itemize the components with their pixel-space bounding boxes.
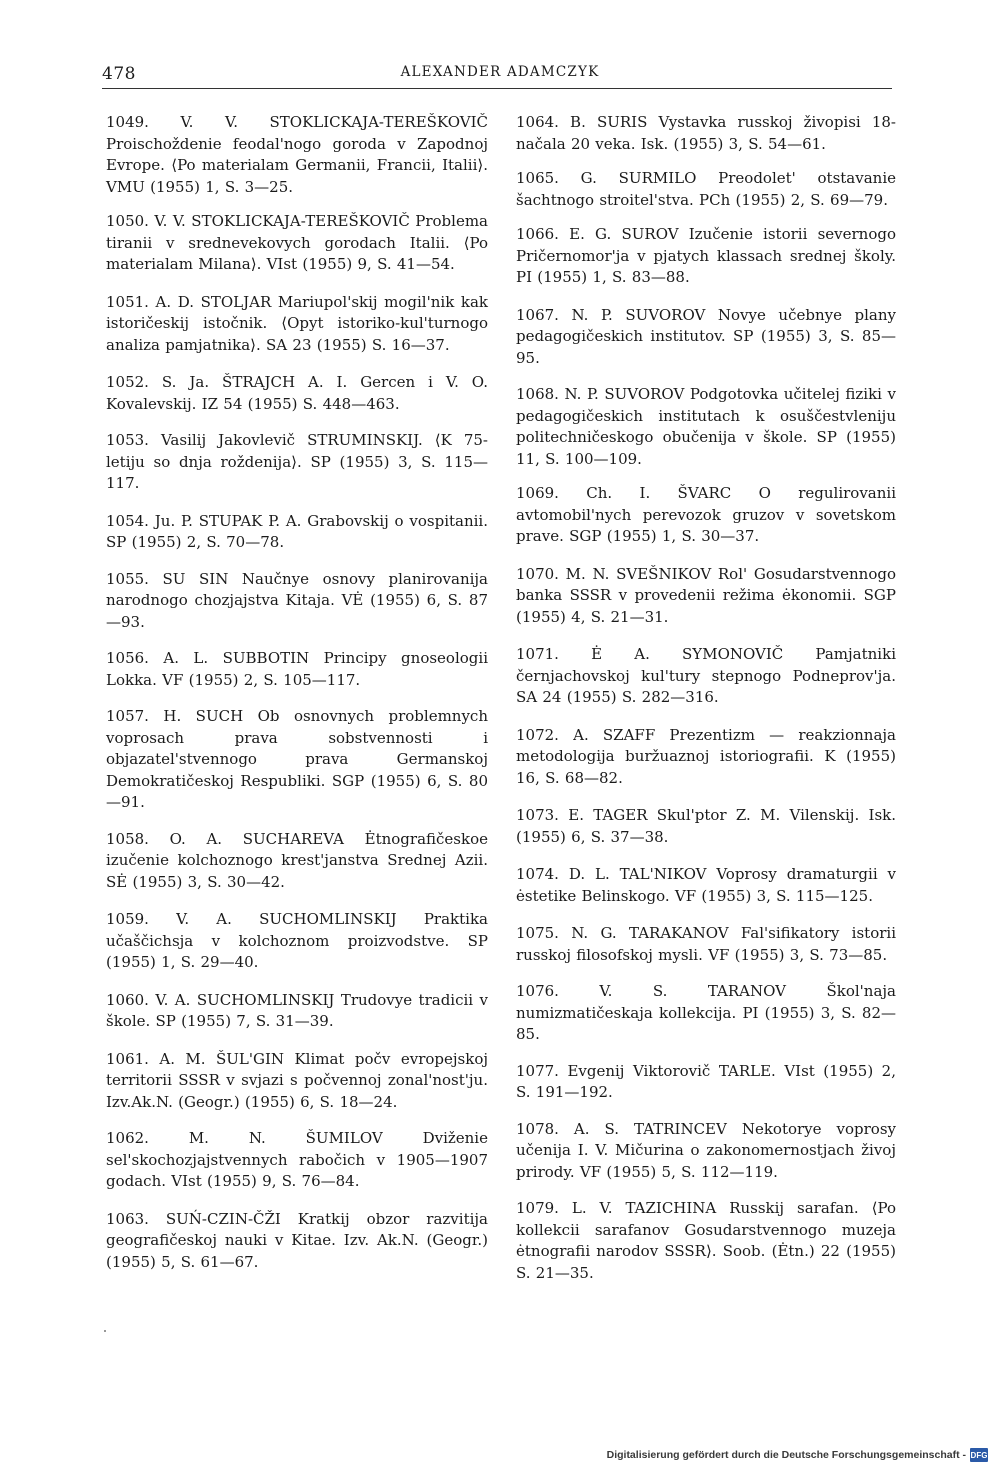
- bibliography-entry-1070: 1070. M. N. SVEŠNIKOV Rol' Gosudarstvennogo banka SSSR v provedenii režima ėkonomii. SGP (1955) 4, S. 21—31.: [516, 564, 896, 626]
- bibliography-entry-1064: 1064. B. SURIS Vystavka russkoj živopisi 18-načala 20 veka. Isk. (1955) 3, S. 54—61.: [516, 113, 896, 153]
- header-rule: [102, 88, 892, 89]
- bibliography-entry-1066: 1066. E. G. SUROV Izučenie istorii severnogo Pričernomor'ja v pjatych klassach srednej školy. PI (1955) 1, S. 83—88.: [516, 225, 896, 286]
- bibliography-entry-1058: 1058. O. A. SUCHAREVA Ėtnografičeskoe izučenie kolchoznogo krest'janstva Srednej Azii. SĖ (1955) 3, S. 30—42.: [106, 829, 488, 891]
- bibliography-entry-1073: 1073. E. TAGER Skul'ptor Z. M. Vilenskij. Isk. (1955) 6, S. 37—38.: [516, 806, 896, 846]
- scan-speck: [104, 1330, 106, 1332]
- bibliography-entry-1056: 1056. A. L. SUBBOTIN Principy gnoseologii Lokka. VF (1955) 2, S. 105—117.: [106, 649, 488, 689]
- bibliography-entry-1077: 1077. Evgenij Viktorovič TARLE. VIst (1955) 2, S. 191—192.: [516, 1061, 896, 1101]
- bibliography-entry-1069: 1069. Ch. I. ŠVARC O regulirovanii avtomobil'nych perevozok gruzov v sovetskom prave. SGP (1955) 1, S. 30—37.: [516, 484, 896, 545]
- bibliography-entry-1063: 1063. SUŃ-CZIN-ČŽI Kratkij obzor razvitija geografičeskoj nauki v Kitae. Izv. Ak.N. (Geogr.) (1955) 5, S. 61—67.: [106, 1209, 488, 1271]
- left-column: [106, 112, 488, 1273]
- bibliography-entry-1053: 1053. Vasilij Jakovlevič STRUMINSKIJ. ⟨K 75-letiju so dnja roždenija⟩. SP (1955) 3, S. 115—117.: [106, 431, 488, 492]
- bibliography-entry-1076: 1076. V. S. TARANOV Škol'naja numizmatičeskaja kollekcija. PI (1955) 3, S. 82—85.: [516, 982, 896, 1043]
- bibliography-entry-1054: 1054. Ju. P. STUPAK P. A. Grabovskij o vospitanii. SP (1955) 2, S. 70—78.: [106, 511, 488, 551]
- bibliography-entry-1057: 1057. H. SUCH Ob osnovnych problemnych voprosach prava sobstvennosti i objazatel'stvennogo prava Germanskoj Demokratičeskoj Respubliki. SGP (1955) 6, S. 80—91.: [106, 707, 488, 811]
- bibliography-entry-1071: 1071. Ė A. SYMONOVIČ Pamjatniki černjachovskoj kul'tury stepnogo Podneprov'ja. SA 24 (1955) S. 282—316.: [516, 645, 896, 706]
- digitization-footer: [607, 1446, 988, 1464]
- bibliography-entry-1065: 1065. G. SURMILO Preodolet' otstavanie šachtnogo stroitel'stva. PCh (1955) 2, S. 69—79.: [516, 169, 896, 209]
- bibliography-entry-1079: 1079. L. V. TAZICHINA Russkij sarafan. ⟨Po kollekcii sarafanov Gosudarstvennogo muzeja ėtnografii narodov SSSR⟩. Soob. (Ėtn.) 22 (1955) S. 21—35.: [516, 1199, 896, 1282]
- running-head: ALEXANDER ADAMCZYK: [400, 64, 600, 80]
- bibliography-entry-1062: 1062. M. N. ŠUMILOV Dviženie sel'skochozjajstvennych rabočich v 1905—1907 godach. VIst (1955) 9, S. 76—84.: [106, 1129, 488, 1190]
- bibliography-entry-1060: 1060. V. A. SUCHOMLINSKIJ Trudovye tradicii v škole. SP (1955) 7, S. 31—39.: [106, 990, 488, 1030]
- bibliography-entry-1055: 1055. SU SIN Naučnye osnovy planirovanija narodnogo chozjajstva Kitaja. VĖ (1955) 6, S. 87—93.: [106, 569, 488, 631]
- bibliography-entry-1061: 1061. A. M. ŠUL'GIN Klimat počv evropejskoj territorii SSSR v svjazi s počvennoj zonal'nost'ju. Izv.Ak.N. (Geogr.) (1955) 6, S. 18—24.: [106, 1049, 488, 1111]
- bibliography-entry-1059: 1059. V. A. SUCHOMLINSKIJ Praktika učaščichsja v kolchoznom proizvodstve. SP (1955) 1, S. 29—40.: [106, 910, 488, 971]
- bibliography-entry-1050: 1050. V. V. STOKLICKAJA-TEREŠKOVIČ Problema tiranii v srednevekovych gorodach Italii. ⟨Po materialam Milana⟩. VIst (1955) 9, S. 41—54.: [106, 212, 488, 273]
- dfg-logo-icon: DFG: [970, 1448, 988, 1462]
- bibliography-entry-1068: 1068. N. P. SUVOROV Podgotovka učitelej fiziki v pedagogičeskich institutach k osuščestvleniju politechničeskogo obučenija v škole. SP (1955) 11, S. 100—109.: [516, 385, 896, 468]
- bibliography-entry-1049: 1049. V. V. STOKLICKAJA-TEREŠKOVIČ Proischoždenie feodal'nogo goroda v Zapodnoj Evrope. ⟨Po materialam Germanii, Francii, Italii⟩. VMU (1955) 1, S. 3—25.: [106, 113, 488, 196]
- bibliography-entry-1075: 1075. N. G. TARAKANOV Fal'sifikatory istorii russkoj filosofskoj mysli. VF (1955) 3, S. 73—85.: [516, 924, 896, 964]
- bibliography-entry-1074: 1074. D. L. TAL'NIKOV Voprosy dramaturgii v ėstetike Belinskogo. VF (1955) 3, S. 115—125.: [516, 865, 896, 905]
- bibliography-entry-1051: 1051. A. D. STOLJAR Mariupol'skij mogil'nik kak istoričeskij istočnik. ⟨Opyt istoriko-kul'turnogo analiza pamjatnika⟩. SA 23 (1955) S. 16—37.: [106, 292, 488, 354]
- bibliography-entry-1078: 1078. A. S. TATRINCEV Nekotorye voprosy učenija I. V. Mičurina o zakonomernostjach živoj prirody. VF (1955) 5, S. 112—119.: [516, 1119, 896, 1181]
- bibliography-entry-1067: 1067. N. P. SUVOROV Novye učebnye plany pedagogičeskich institutov. SP (1955) 3, S. 85—95.: [516, 305, 896, 367]
- right-column: [516, 112, 896, 1284]
- footer-text: Digitalisierung gefördert durch die Deutsche Forschungsgemeinschaft -: [606, 1449, 966, 1461]
- bibliography-entry-1072: 1072. A. SZAFF Prezentizm — reakzionnaja metodologija buržuaznoj istoriografii. K (1955) 16, S. 68—82.: [516, 725, 896, 787]
- bibliography-entry-1052: 1052. S. Ja. ŠTRAJCH A. I. Gercen i V. O. Kovalevskij. IZ 54 (1955) S. 448—463.: [106, 373, 488, 413]
- page-number: 478: [102, 64, 136, 84]
